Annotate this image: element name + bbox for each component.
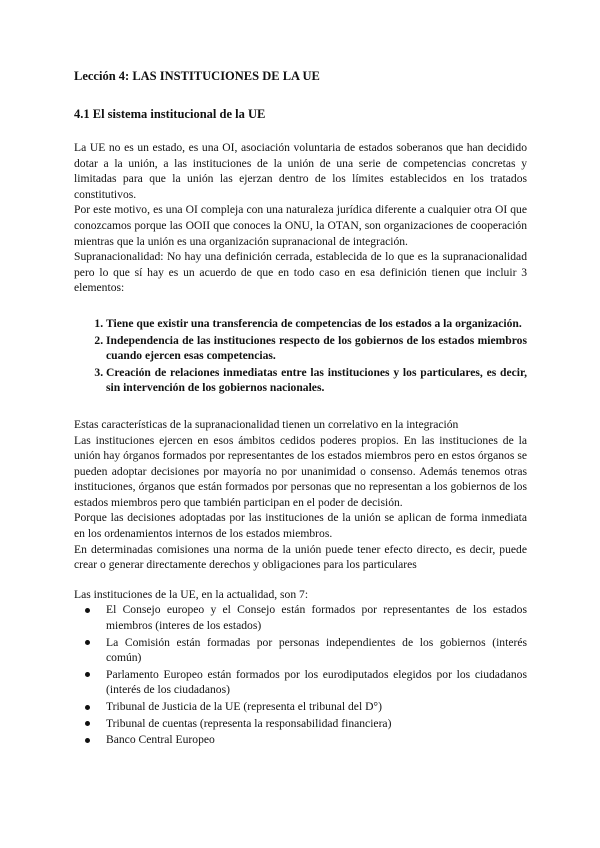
paragraph: Las instituciones ejercen en esos ámbitos cedidos poderes propios. En las instituciones de la unión hay órganos formados por representantes de los estados miembros pero en estos órganos se pueden adoptar decisiones por mayoría no por unanimidad o consenso. Además tenemos otras instituciones, órganos que están formados por personas que no representan a los gobiernos de los estados miembros pero que también participan en el poder de decisión. [74, 433, 527, 509]
institutions-intro: Las instituciones de la UE, en la actualidad, son 7: [74, 587, 309, 601]
bullet-icon [85, 738, 90, 743]
paragraph: En determinadas comisiones una norma de la unión puede tener efecto directo, es decir, puede crear o generar directamente derechos y obligaciones para los particulares [74, 542, 527, 572]
bullet-icon [85, 705, 90, 710]
lesson-title: Lección 4: LAS INSTITUCIONES DE LA UE [74, 69, 320, 83]
bullet-icon [85, 640, 90, 645]
section-heading: 4.1 El sistema institucional de la UE [74, 107, 266, 121]
supranationality-elements-list [74, 316, 527, 396]
paragraph: Porque las decisiones adoptadas por las instituciones de la unión se aplican de forma inmediata en los ordenamientos internos de los estados miembros. [74, 511, 527, 541]
list-item: Tribunal de Justicia de la UE (representa el tribunal del D°) [106, 699, 527, 715]
bullet-icon [85, 672, 90, 677]
paragraph: Por este motivo, es una OI compleja con una naturaleza jurídica diferente a cualquier otra OI que conozcamos porque las OOII que conoces la ONU, la OTAN, son organizaciones de cooperación mientras que la unión es una organización supranacional de integración. [74, 203, 527, 248]
bullet-icon [85, 721, 90, 726]
paragraph: Estas características de la supranacionalidad tienen un correlativo en la integración [74, 417, 459, 431]
document-page [74, 68, 527, 749]
list-item: 1. Tiene que existir una transferencia de competencias de los estados a la organización. [106, 316, 527, 332]
list-item: El Consejo europeo y el Consejo están formados por representantes de los estados miembros (interes de los estados) [106, 602, 527, 633]
bullet-icon [85, 608, 90, 613]
list-item: Banco Central Europeo [106, 732, 527, 748]
list-item: Tribunal de cuentas (representa la responsabilidad financiera) [106, 716, 527, 732]
list-item: 3. Creación de relaciones inmediatas entre las instituciones y los particulares, es decir, sin intervención de los gobiernos nacionales. [106, 365, 527, 396]
list-item: 2. Independencia de las instituciones respecto de los gobiernos de los estados miembros cuando ejercen esas competencias. [106, 333, 527, 364]
paragraph: La UE no es un estado, es una OI, asociación voluntaria de estados soberanos que han decidido dotar a la unión, a las instituciones de la unión de una serie de competencias concretas y limitadas para que la unión las ejerzan dentro de los límites establecidos en los tratados constitutivos. [74, 141, 527, 201]
institutions-list [74, 602, 527, 747]
list-item: La Comisión están formadas por personas independientes de los gobiernos (interés común) [106, 635, 527, 666]
list-item: Parlamento Europeo están formados por los eurodiputados elegidos por los ciudadanos (interés de los ciudadanos) [106, 667, 527, 698]
paragraph: Supranacionalidad: No hay una definición cerrada, establecida de lo que es la supranacionalidad pero lo que sí hay es un acuerdo de que en todo caso en esa definición tienen que incluir 3 elementos: [74, 250, 527, 295]
